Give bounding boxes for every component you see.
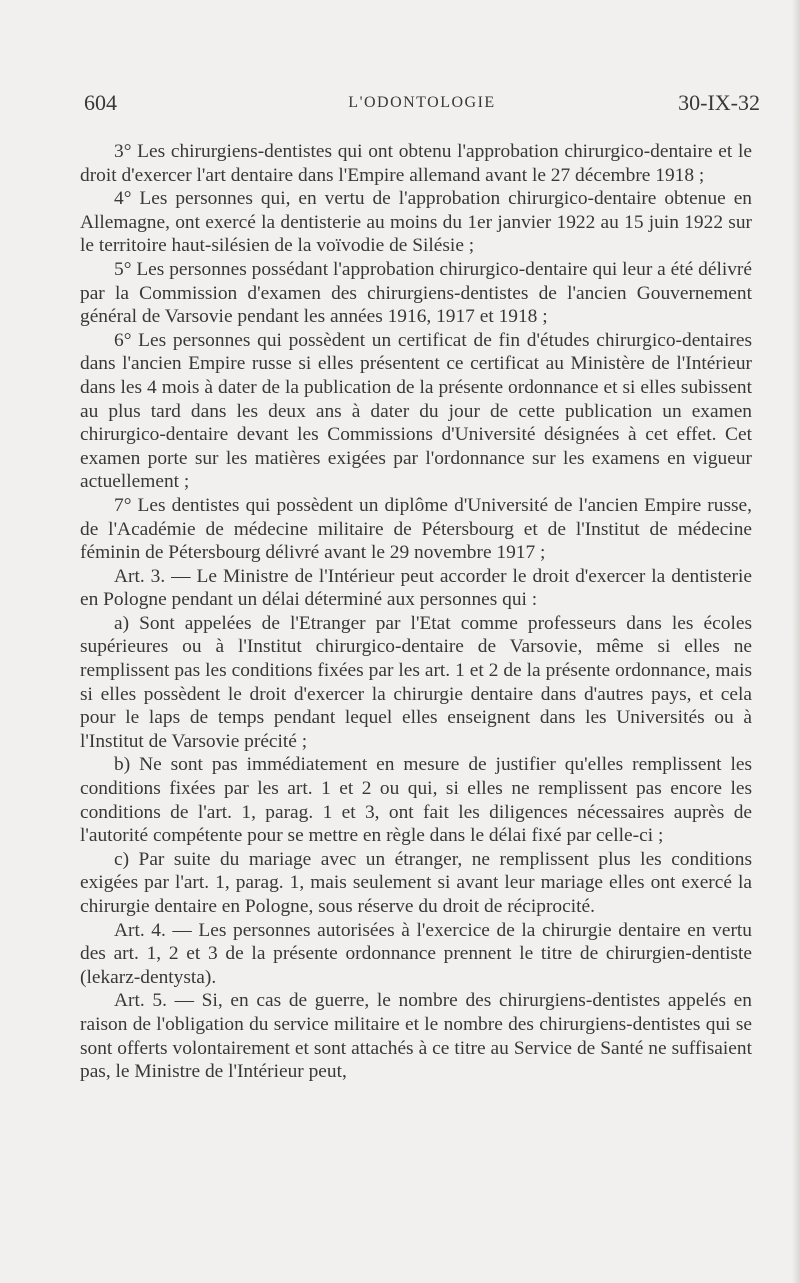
paragraph-item-3: 3° Les chirurgiens-dentistes qui ont obtenu l'approbation chirurgico-dentaire et le droit d'exercer l'art dentaire dans l'Empire allemand avant le 27 décembre 1918 ; (80, 141, 752, 186)
page-number: 604 (84, 90, 117, 115)
paragraph-item-5: 5° Les personnes possédant l'approbation chirurgico-dentaire qui leur a été délivré par la Commission d'examen des chirurgiens-dentistes de l'ancien Gouvernement général de Varsovie pendant les années 1916, 1917 et 1918 ; (80, 258, 752, 328)
issue-date: 30-IX-32 (678, 90, 760, 115)
page-edge-shadow (792, 0, 800, 1283)
journal-title: L'ODONTOLOGIE (348, 94, 496, 111)
paragraph-art-3-b: b) Ne sont pas immédiatement en mesure de justifier qu'elles remplissent les conditions fixées par les art. 1 et 2 ou qui, si elles ne remplissent pas encore les conditions de l'art. 1, parag. 1 et 3, ont fait les diligences nécessaires auprès de l'autorité compétente pour se mettre en règle dans le délai fixé par celle-ci ; (80, 754, 752, 847)
body-text (80, 140, 752, 1084)
paragraph-art-5: Art. 5. — Si, en cas de guerre, le nombre des chirurgiens-dentistes appelés en raison de l'obligation du service militaire et le nombre des chirurgiens-dentistes qui se sont offerts volontairement et sont attachés à ce titre au Service de Santé ne suffisaient pas, le Ministre de l'Intérieur peut, (80, 990, 752, 1083)
paragraph-art-3-a: a) Sont appelées de l'Etranger par l'Etat comme professeurs dans les écoles supérieures ou à l'Institut chirurgico-dentaire de Varsovie, même si elles ne remplissent pas les conditions fixées par les art. 1 et 2 de la présente ordonnance, mais si elles possèdent le droit d'exercer la chirurgie dentaire dans d'autres pays, et cela pour le laps de temps pendant lequel elles enseignent dans les Universités ou à l'Institut de Varsovie précité ; (80, 612, 752, 752)
paragraph-item-4: 4° Les personnes qui, en vertu de l'approbation chirurgico-dentaire obtenue en Allemagne, ont exercé la dentisterie au moins du 1er janvier 1922 au 15 juin 1922 sur le territoire haut-silésien de la voïvodie de Silésie ; (80, 188, 752, 257)
paragraph-art-3-c: c) Par suite du mariage avec un étranger, ne remplissent plus les conditions exigées par l'art. 1, parag. 1, mais seulement si avant leur mariage elles ont exercé la chirurgie dentaire en Pologne, sous réserve du droit de réciprocité. (80, 848, 752, 917)
paragraph-item-6: 6° Les personnes qui possèdent un certificat de fin d'études chirurgico-dentaires dans l'ancien Empire russe si elles présentent ce certificat au Ministère de l'Intérieur dans les 4 mois à dater de la publication de la présente ordonnance et si elles subissent au plus tard dans les deux ans à dater du jour de cette publication un examen chirurgico-dentaire devant les Commissions d'Université désignées à cet effet. Cet examen porte sur les matières exigées par l'ordonnance sur les examens en vigueur actuellement ; (80, 329, 752, 493)
running-header (84, 90, 760, 120)
paragraph-item-7: 7° Les dentistes qui possèdent un diplôme d'Université de l'ancien Empire russe, de l'Académie de médecine militaire de Pétersbourg et de l'Institut de médecine féminin de Pétersbourg délivré avant le 29 novembre 1917 ; (80, 494, 752, 564)
paragraph-art-3: Art. 3. — Le Ministre de l'Intérieur peut accorder le droit d'exercer la dentisterie en Pologne pendant un délai déterminé aux personnes qui : (80, 565, 752, 611)
paragraph-art-4: Art. 4. — Les personnes autorisées à l'exercice de la chirurgie dentaire en vertu des art. 1, 2 et 3 de la présente ordonnance prennent le titre de chirurgien-dentiste (lekarz-dentysta). (80, 919, 752, 988)
